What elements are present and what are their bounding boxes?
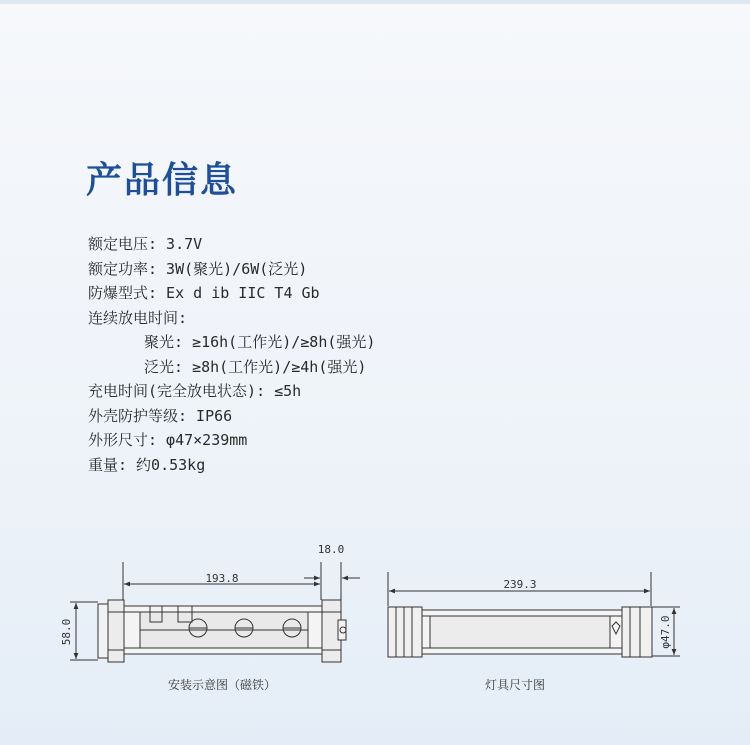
spec-discharge-flood: 泛光: ≥8h(工作光)/≥4h(强光) xyxy=(144,357,367,376)
spec-ip-rating: 外壳防护等级: IP66 xyxy=(88,406,233,425)
spec-dimensions: 外形尺寸: φ47×239mm xyxy=(88,431,248,449)
spec-discharge-time-label: 连续放电时间: xyxy=(88,308,188,327)
spec-rated-power: 额定功率: 3W(聚光)/6W(泛光) xyxy=(88,259,308,278)
dim-diameter-47: φ47.0 xyxy=(659,615,672,649)
page-title: 产品信息 xyxy=(86,160,239,201)
spec-weight: 重量: 约0.53kg xyxy=(88,455,206,474)
caption-dimensions: 灯具尺寸图 xyxy=(485,678,546,692)
dim-193-8: 193.8 xyxy=(205,572,239,585)
spec-charge-time: 充电时间(完全放电状态): ≤5h xyxy=(88,382,302,400)
dim-58: 58.0 xyxy=(60,618,73,646)
dim-18: 18.0 xyxy=(317,543,345,556)
spec-discharge-spot: 聚光: ≥16h(工作光)/≥8h(强光) xyxy=(144,333,376,351)
spec-rated-voltage: 额定电压: 3.7V xyxy=(88,235,203,253)
dim-239-3: 239.3 xyxy=(503,578,537,591)
spec-explosion-proof-type: 防爆型式: Ex d ib IIC T4 Gb xyxy=(88,284,320,302)
caption-installation: 安装示意图（磁铁） xyxy=(168,678,277,692)
